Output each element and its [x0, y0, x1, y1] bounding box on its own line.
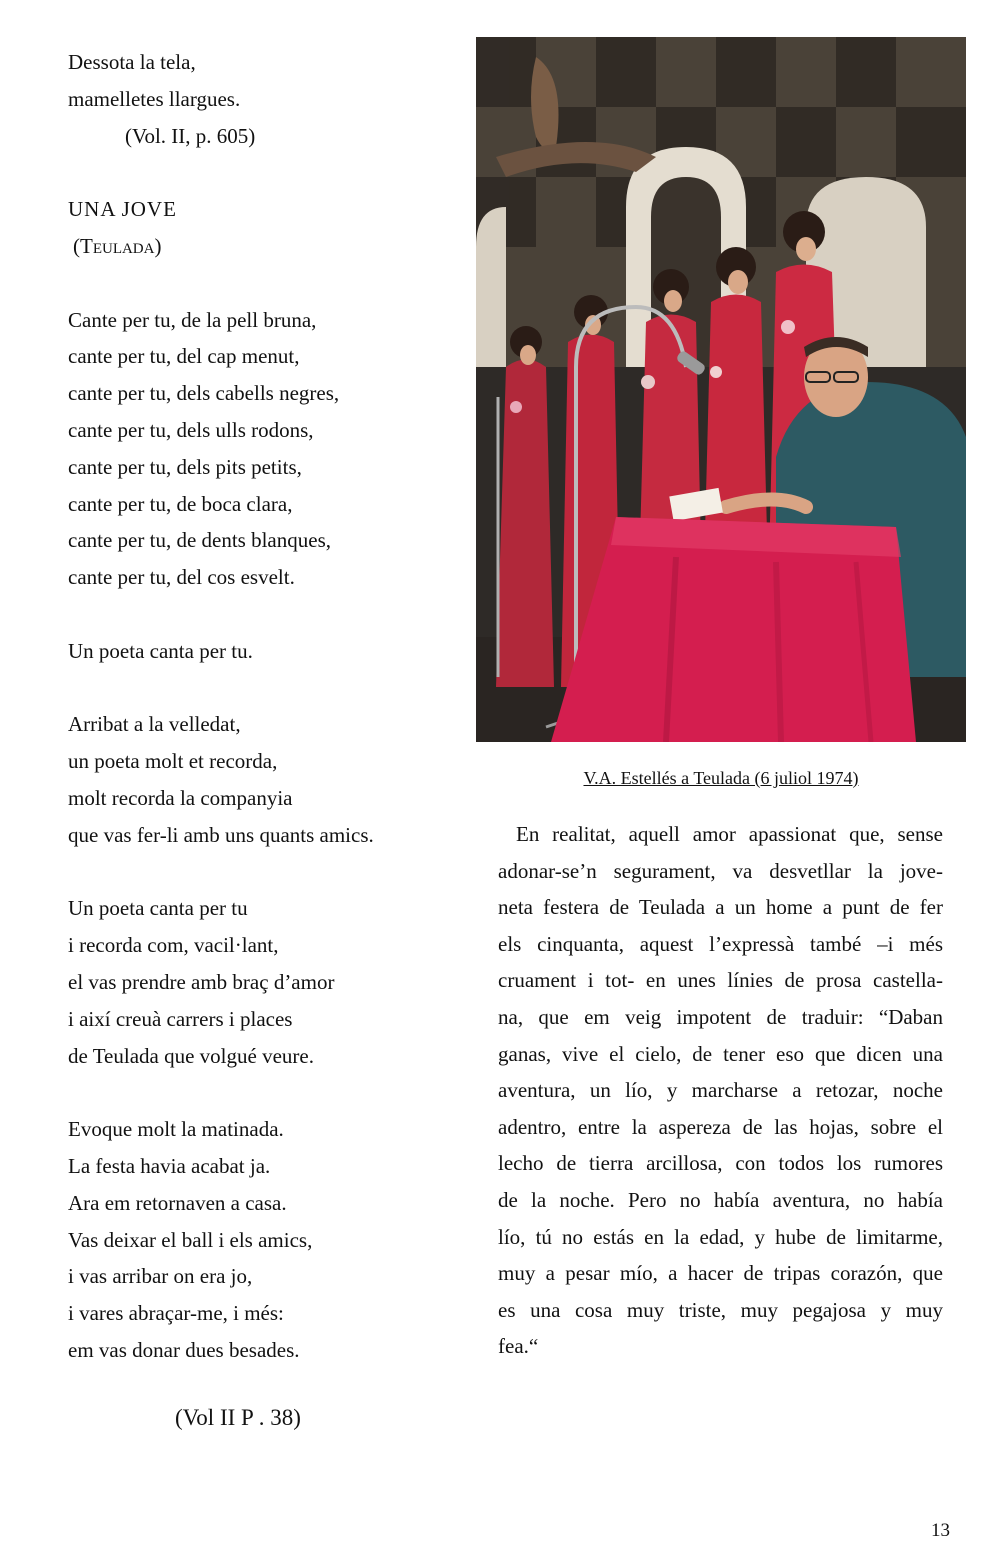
verse-line: cante per tu, del cap menut,: [68, 344, 300, 369]
verse-line: Dessota la tela,: [68, 50, 196, 74]
verse-line: Ara em retornaven a casa.: [68, 1190, 287, 1215]
verse-line: La festa havia acabat ja.: [68, 1153, 271, 1178]
prose-line: muy a pesar mío, a hacer de tripas corazón, que: [498, 1261, 943, 1286]
verse-line: Un poeta canta per tu: [68, 896, 248, 921]
prose-paragraph: [498, 816, 943, 1365]
verse-line: cante per tu, de boca clara,: [68, 491, 293, 516]
verse-line: de Teulada que volgué veure.: [68, 1043, 314, 1068]
verse-line: molt recorda la companyia: [68, 785, 293, 810]
verse-line: el vas prendre amb braç d’amor: [68, 969, 335, 994]
poem-column: [68, 44, 448, 1369]
verse-line: Cante per tu, de la pell bruna,: [68, 307, 317, 332]
prose-line: neta festera de Teulada a un home a punt de fer: [498, 895, 943, 920]
verse-line: Un poeta canta per tu.: [68, 638, 253, 663]
prose-line: els cinquanta, aquest l’expressà també –i més: [498, 931, 943, 956]
verse-line: que vas fer-li amb uns quants amics.: [68, 822, 374, 847]
prose-line: na, que em veig impotent de traduir: “Daban: [498, 1004, 943, 1029]
verse-line: Arribat a la velledat,: [68, 712, 241, 737]
verse-line: cante per tu, de dents blanques,: [68, 528, 331, 553]
prose-line: adonar-se’n segurament, va desvetllar la jove-: [498, 858, 943, 883]
verse-reference: (Vol. II, p. 605): [125, 123, 256, 148]
verse-line: cante per tu, dels cabells negres,: [68, 381, 340, 406]
verse-line: i vares abraçar-me, i més:: [68, 1301, 284, 1326]
verse-line: cante per tu, dels ulls rodons,: [68, 417, 314, 442]
page-number: 13: [931, 1520, 950, 1541]
prose-line: adentro, entre la aspereza de las hojas, sobre el: [498, 1114, 943, 1139]
verse-line: cante per tu, dels pits petits,: [68, 454, 302, 479]
verse-line: i així creuà carrers i places: [68, 1006, 293, 1031]
prose-line: es una cosa muy triste, muy pegajosa y muy: [498, 1297, 943, 1322]
verse-line: i vas arribar on era jo,: [68, 1264, 253, 1289]
verse-line: un poeta molt et recorda,: [68, 749, 278, 774]
prose-line: ganas, vive el cielo, de tener eso que dicen una: [498, 1041, 943, 1066]
verse-line: cante per tu, del cos esvelt.: [68, 565, 295, 590]
event-photo: [476, 37, 966, 742]
poem-place: (Teulada): [73, 233, 162, 258]
prose-line: fea.“: [498, 1334, 539, 1359]
prose-line: lecho de tierra arcillosa, con todos los rumores: [498, 1151, 943, 1176]
poem-title: UNA JOVE: [68, 197, 177, 222]
verse-line: em vas donar dues besades.: [68, 1337, 300, 1362]
prose-line: En realitat, aquell amor apassionat que, sense: [516, 822, 943, 846]
verse-line: Vas deixar el ball i els amics,: [68, 1227, 313, 1252]
prose-line: lío, tú no estás en la edad, y hube de limitarme,: [498, 1224, 943, 1249]
prose-line: cruament i tot- en unes línies de prosa castella-: [498, 968, 943, 993]
verse-line: i recorda com, vacil·lant,: [68, 933, 279, 958]
verse-line: Evoque molt la matinada.: [68, 1117, 284, 1142]
prose-line: de la noche. Pero no había aventura, no había: [498, 1187, 943, 1212]
verse-line: mamelletes llargues.: [68, 86, 241, 111]
poem-reference: (Vol II P . 38): [175, 1405, 301, 1430]
prose-line: aventura, un lío, y marcharse a retozar, noche: [498, 1078, 943, 1103]
photo-caption: V.A. Estellés a Teulada (6 juliol 1974): [583, 768, 859, 788]
